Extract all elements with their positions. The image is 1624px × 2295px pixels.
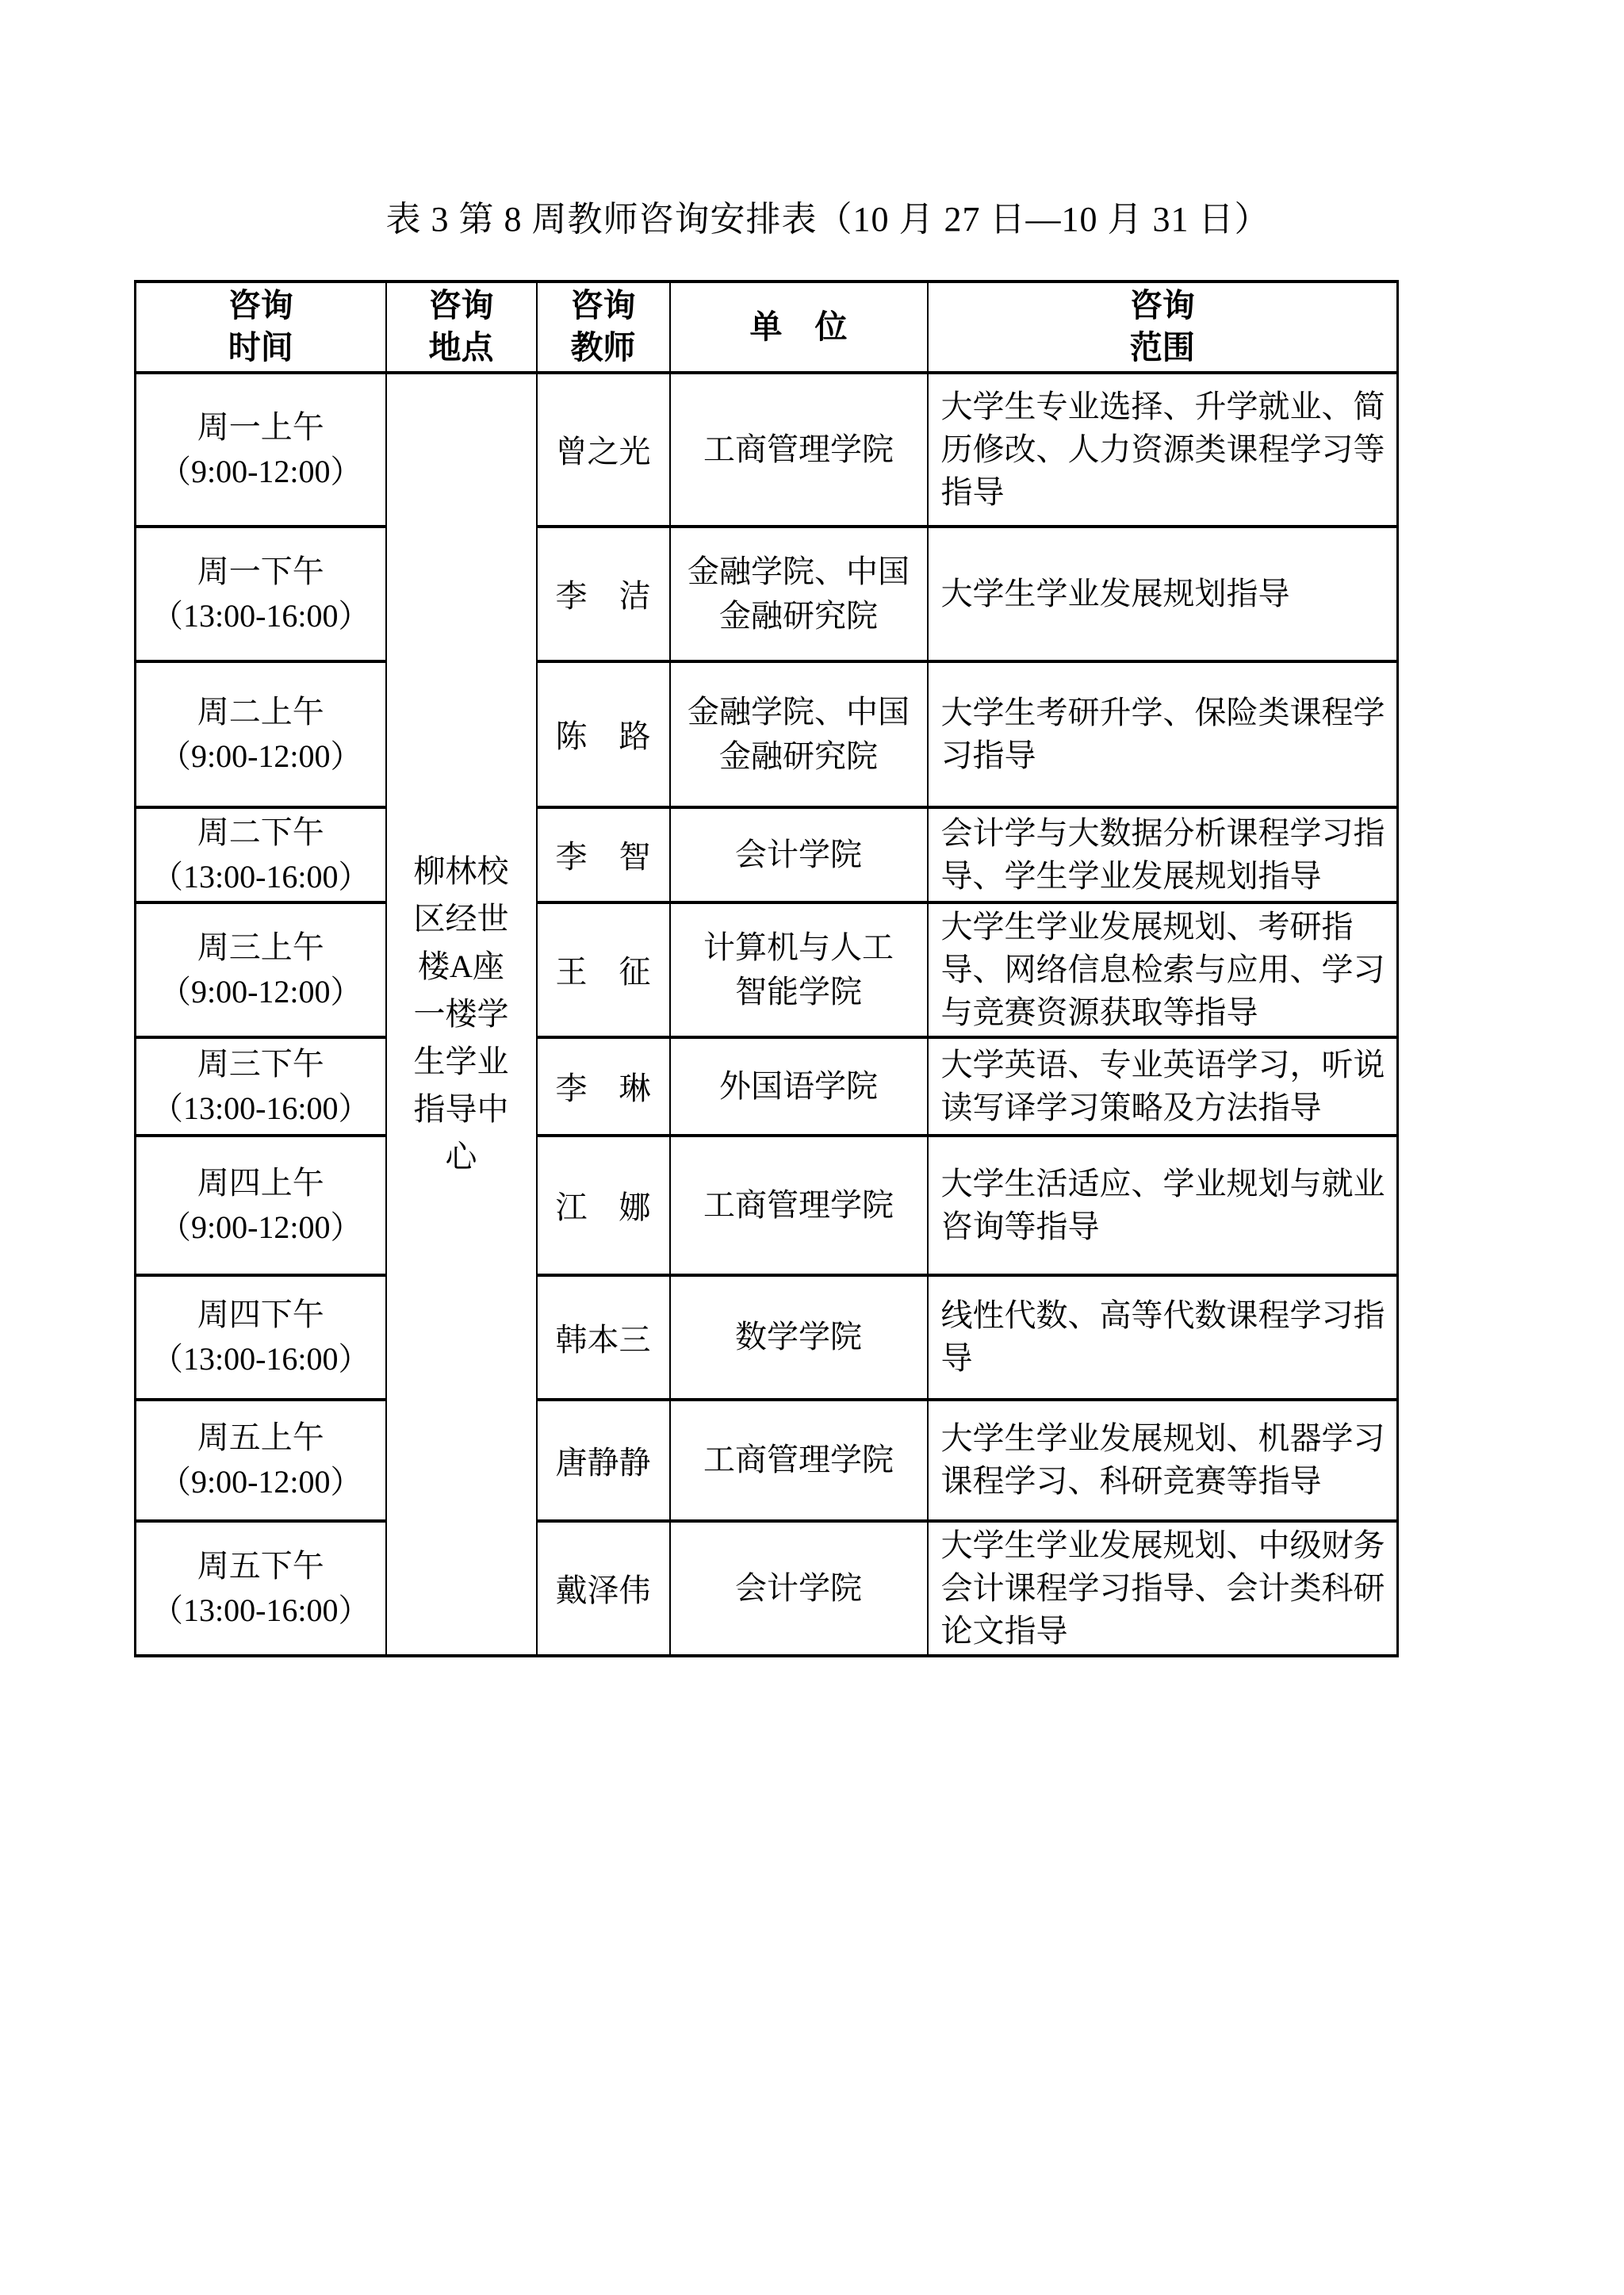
unit-cell [670,902,928,1037]
day-label: 周四上午 [197,1164,324,1201]
time-cell [136,1521,386,1656]
unit-cell [670,1136,928,1275]
day-label: 周三下午 [197,1045,324,1082]
day-label: 周五下午 [197,1547,324,1584]
teacher-cell: 曾之光 [537,373,670,527]
unit-line: 会计学院 [735,836,862,872]
time-cell [136,1400,386,1521]
teacher-cell: 李 智 [537,807,670,902]
scope-cell: 大学英语、专业英语学习，听说读写译学习策略及方法指导 [928,1037,1398,1136]
unit-cell [670,1400,928,1521]
table-row [136,1037,1398,1136]
teacher-cell: 李 洁 [537,527,670,661]
header-row [136,282,1398,373]
header-line: 单 位 [749,308,848,345]
unit-cell [670,1037,928,1136]
consultation-schedule-table [134,280,1399,1657]
scope-cell: 大学生学业发展规划、中级财务会计课程学习指导、会计类科研论文指导 [928,1521,1398,1656]
unit-cell [670,661,928,807]
teacher-cell: 李 琳 [537,1037,670,1136]
day-label: 周四下午 [197,1297,324,1333]
unit-line: 金融学院、中国 [688,553,910,589]
table-row [136,1521,1398,1656]
day-label: 周三上午 [197,929,324,965]
teacher-cell: 戴泽伟 [537,1521,670,1656]
unit-line: 数学学院 [735,1319,862,1355]
table-row [136,1400,1398,1521]
unit-cell [670,1275,928,1400]
time-range: （9:00-12:00） [159,1209,362,1245]
day-label: 周五上午 [197,1420,324,1456]
day-label: 周一上午 [197,408,324,445]
time-cell [136,1275,386,1400]
time-range: （13:00-16:00） [151,1341,370,1377]
teacher-cell: 韩本三 [537,1275,670,1400]
time-range: （9:00-12:00） [159,1464,362,1500]
teacher-cell: 陈 路 [537,661,670,807]
table-row [136,527,1398,661]
time-cell [136,1136,386,1275]
day-label: 周二上午 [197,693,324,730]
header-line: 咨询 [428,287,494,324]
unit-cell [670,373,928,527]
column-header-unit [670,282,928,373]
header-line: 咨询 [570,287,636,324]
scope-cell: 大学生考研升学、保险类课程学习指导 [928,661,1398,807]
teacher-cell: 唐静静 [537,1400,670,1521]
unit-line: 金融研究院 [719,597,878,634]
column-header-location [386,282,537,373]
scope-cell: 大学生学业发展规划指导 [928,527,1398,661]
time-cell [136,807,386,902]
header-line: 教师 [570,329,636,366]
scope-cell: 大学生学业发展规划、机器学习课程学习、科研竞赛等指导 [928,1400,1398,1521]
scope-cell: 大学生学业发展规划、考研指导、网络信息检索与应用、学习与竞赛资源获取等指导 [928,902,1398,1037]
unit-line: 工商管理学院 [703,1442,894,1478]
column-header-teacher [537,282,670,373]
time-cell [136,373,386,527]
time-range: （9:00-12:00） [159,738,362,774]
teacher-cell: 江 娜 [537,1136,670,1275]
time-cell [136,902,386,1037]
header-line: 地点 [428,329,494,366]
unit-line: 外国语学院 [719,1067,878,1104]
scope-cell: 线性代数、高等代数课程学习指导 [928,1275,1398,1400]
scope-cell: 会计学与大数据分析课程学习指导、学生学业发展规划指导 [928,807,1398,902]
unit-line: 智能学院 [735,973,862,1010]
header-line: 范围 [1129,329,1195,366]
day-label: 周二下午 [197,814,324,850]
header-line: 时间 [228,329,293,366]
header-line: 咨询 [1129,287,1195,324]
unit-line: 金融学院、中国 [688,693,910,730]
time-range: （13:00-16:00） [151,1592,370,1628]
unit-cell [670,807,928,902]
table-row [136,1275,1398,1400]
scope-cell: 大学生活适应、学业规划与就业咨询等指导 [928,1136,1398,1275]
time-range: （13:00-16:00） [151,597,370,634]
time-range: （13:00-16:00） [151,858,370,895]
unit-line: 工商管理学院 [703,1186,894,1223]
unit-line: 计算机与人工 [703,929,894,965]
unit-cell [670,1521,928,1656]
time-cell [136,527,386,661]
time-range: （9:00-12:00） [159,973,362,1010]
table-row [136,807,1398,902]
unit-line: 金融研究院 [719,738,878,774]
table-caption: 表 3 第 8 周教师咨询安排表（10 月 27 日—10 月 31 日） [385,200,1270,239]
time-cell [136,661,386,807]
scope-cell: 大学生专业选择、升学就业、简历修改、人力资源类课程学习等指导 [928,373,1398,527]
location-cell: 柳林校区经世楼A座一楼学生学业指导中心 [386,373,537,1656]
table-row [136,661,1398,807]
unit-line: 会计学院 [735,1569,862,1606]
table-row [136,902,1398,1037]
unit-line: 工商管理学院 [703,431,894,467]
table-row [136,373,1398,527]
day-label: 周一下午 [197,553,324,589]
time-range: （9:00-12:00） [159,453,362,489]
table-row [136,1136,1398,1275]
column-header-scope [928,282,1398,373]
unit-cell [670,527,928,661]
column-header-time [136,282,386,373]
teacher-cell: 王 征 [537,902,670,1037]
time-cell [136,1037,386,1136]
time-range: （13:00-16:00） [151,1090,370,1126]
header-line: 咨询 [228,287,293,324]
